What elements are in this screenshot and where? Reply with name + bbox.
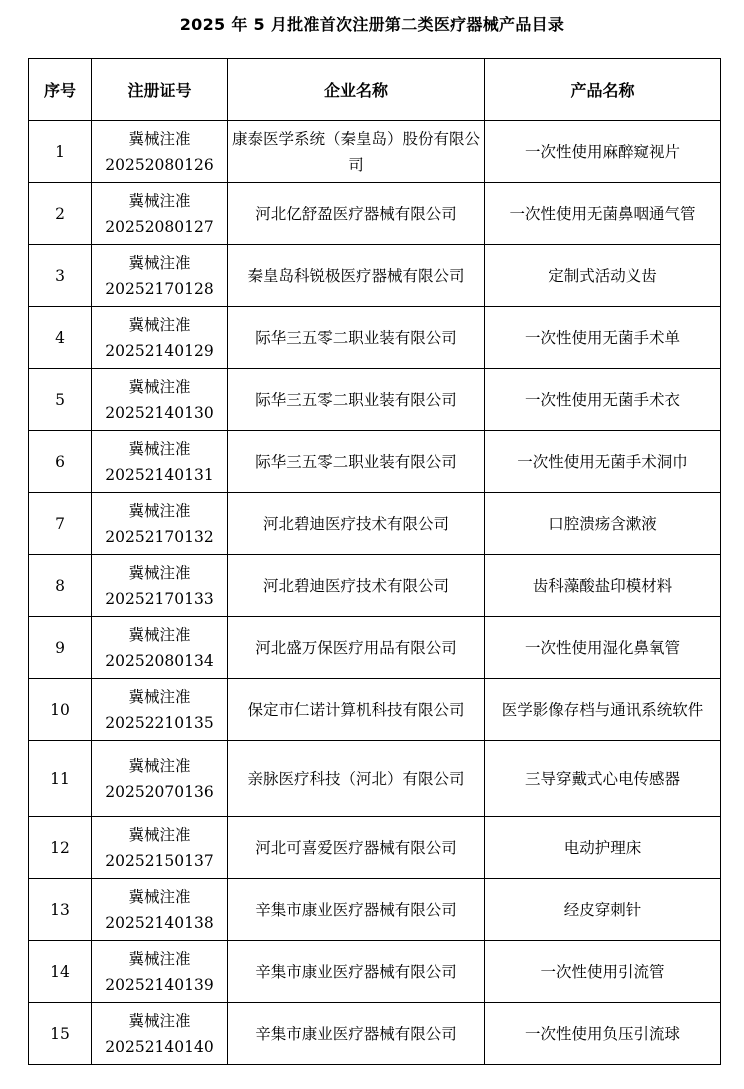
reg-prefix: 冀械注准 bbox=[128, 191, 191, 210]
reg-prefix: 冀械注准 bbox=[128, 825, 191, 844]
table-row bbox=[29, 493, 721, 555]
row-product: 一次性使用无菌鼻咽通气管 bbox=[485, 183, 721, 245]
reg-number: 20252140139 bbox=[105, 975, 214, 994]
row-product: 齿科藻酸盐印模材料 bbox=[485, 555, 721, 617]
row-product: 口腔溃疡含漱液 bbox=[485, 493, 721, 555]
row-company: 际华三五零二职业装有限公司 bbox=[228, 431, 485, 493]
product-catalog-table bbox=[28, 58, 721, 1065]
row-product: 一次性使用无菌手术衣 bbox=[485, 369, 721, 431]
reg-number: 20252140138 bbox=[105, 913, 214, 932]
table-header-row bbox=[29, 59, 721, 121]
row-index: 15 bbox=[29, 1003, 92, 1065]
header-reg-no: 注册证号 bbox=[92, 59, 228, 121]
reg-prefix: 冀械注准 bbox=[128, 129, 191, 148]
table-row bbox=[29, 1003, 721, 1065]
row-reg-no bbox=[92, 1003, 228, 1065]
row-reg-no bbox=[92, 183, 228, 245]
row-company: 秦皇岛科锐极医疗器械有限公司 bbox=[228, 245, 485, 307]
row-company: 辛集市康业医疗器械有限公司 bbox=[228, 879, 485, 941]
row-reg-no bbox=[92, 817, 228, 879]
reg-number: 20252170132 bbox=[105, 527, 214, 546]
reg-prefix: 冀械注准 bbox=[128, 687, 191, 706]
reg-number: 20252140129 bbox=[105, 341, 214, 360]
row-reg-no bbox=[92, 369, 228, 431]
reg-prefix: 冀械注准 bbox=[128, 887, 191, 906]
table-row bbox=[29, 879, 721, 941]
row-product: 电动护理床 bbox=[485, 817, 721, 879]
row-reg-no bbox=[92, 741, 228, 817]
row-index: 6 bbox=[29, 431, 92, 493]
row-index: 2 bbox=[29, 183, 92, 245]
reg-prefix: 冀械注准 bbox=[128, 439, 191, 458]
row-company: 河北碧迪医疗技术有限公司 bbox=[228, 493, 485, 555]
row-index: 3 bbox=[29, 245, 92, 307]
reg-number: 20252170133 bbox=[105, 589, 214, 608]
reg-number: 20252070136 bbox=[105, 782, 214, 801]
table-row bbox=[29, 307, 721, 369]
row-company: 际华三五零二职业装有限公司 bbox=[228, 307, 485, 369]
table-row bbox=[29, 245, 721, 307]
page-title: 2025 年 5 月批准首次注册第二类医疗器械产品目录 bbox=[179, 15, 565, 34]
header-index: 序号 bbox=[29, 59, 92, 121]
reg-number: 20252080134 bbox=[105, 651, 214, 670]
row-product: 三导穿戴式心电传感器 bbox=[485, 741, 721, 817]
header-product: 产品名称 bbox=[485, 59, 721, 121]
reg-prefix: 冀械注准 bbox=[128, 563, 191, 582]
row-reg-no bbox=[92, 617, 228, 679]
reg-number: 20252080127 bbox=[105, 217, 214, 236]
row-company: 亲脉医疗科技（河北）有限公司 bbox=[228, 741, 485, 817]
row-company: 辛集市康业医疗器械有限公司 bbox=[228, 1003, 485, 1065]
table-row bbox=[29, 369, 721, 431]
row-product: 一次性使用湿化鼻氧管 bbox=[485, 617, 721, 679]
row-reg-no bbox=[92, 941, 228, 1003]
row-reg-no bbox=[92, 555, 228, 617]
row-reg-no bbox=[92, 679, 228, 741]
row-index: 8 bbox=[29, 555, 92, 617]
reg-prefix: 冀械注准 bbox=[128, 501, 191, 520]
header-company: 企业名称 bbox=[228, 59, 485, 121]
reg-number: 20252140130 bbox=[105, 403, 214, 422]
row-company: 河北碧迪医疗技术有限公司 bbox=[228, 555, 485, 617]
row-company: 际华三五零二职业装有限公司 bbox=[228, 369, 485, 431]
reg-prefix: 冀械注准 bbox=[128, 949, 191, 968]
reg-prefix: 冀械注准 bbox=[128, 253, 191, 272]
row-reg-no bbox=[92, 245, 228, 307]
row-product: 医学影像存档与通讯系统软件 bbox=[485, 679, 721, 741]
row-company: 辛集市康业医疗器械有限公司 bbox=[228, 941, 485, 1003]
reg-prefix: 冀械注准 bbox=[128, 377, 191, 396]
reg-number: 20252170128 bbox=[105, 279, 214, 298]
row-product: 经皮穿刺针 bbox=[485, 879, 721, 941]
reg-number: 20252150137 bbox=[105, 851, 214, 870]
row-company: 康泰医学系统（秦皇岛）股份有限公司 bbox=[228, 121, 485, 183]
row-product: 一次性使用麻醉窥视片 bbox=[485, 121, 721, 183]
row-product: 一次性使用引流管 bbox=[485, 941, 721, 1003]
row-company: 河北盛万保医疗用品有限公司 bbox=[228, 617, 485, 679]
table-row bbox=[29, 741, 721, 817]
row-index: 7 bbox=[29, 493, 92, 555]
row-index: 4 bbox=[29, 307, 92, 369]
row-product: 一次性使用无菌手术单 bbox=[485, 307, 721, 369]
reg-prefix: 冀械注准 bbox=[128, 625, 191, 644]
row-index: 14 bbox=[29, 941, 92, 1003]
row-index: 9 bbox=[29, 617, 92, 679]
row-product: 一次性使用无菌手术洞巾 bbox=[485, 431, 721, 493]
row-index: 13 bbox=[29, 879, 92, 941]
row-company: 河北可喜爱医疗器械有限公司 bbox=[228, 817, 485, 879]
row-company: 河北亿舒盈医疗器械有限公司 bbox=[228, 183, 485, 245]
row-reg-no bbox=[92, 121, 228, 183]
row-reg-no bbox=[92, 431, 228, 493]
row-reg-no bbox=[92, 307, 228, 369]
row-index: 10 bbox=[29, 679, 92, 741]
row-product: 一次性使用负压引流球 bbox=[485, 1003, 721, 1065]
row-reg-no bbox=[92, 493, 228, 555]
row-index: 11 bbox=[29, 741, 92, 817]
reg-prefix: 冀械注准 bbox=[128, 315, 191, 334]
reg-number: 20252140140 bbox=[105, 1037, 214, 1056]
row-index: 12 bbox=[29, 817, 92, 879]
table-row bbox=[29, 817, 721, 879]
table-row bbox=[29, 183, 721, 245]
row-company: 保定市仁诺计算机科技有限公司 bbox=[228, 679, 485, 741]
table-row bbox=[29, 431, 721, 493]
reg-number: 20252140131 bbox=[105, 465, 214, 484]
table-row bbox=[29, 679, 721, 741]
row-index: 5 bbox=[29, 369, 92, 431]
table-row bbox=[29, 941, 721, 1003]
reg-number: 20252210135 bbox=[105, 713, 214, 732]
table-row bbox=[29, 121, 721, 183]
table-row bbox=[29, 617, 721, 679]
row-index: 1 bbox=[29, 121, 92, 183]
row-reg-no bbox=[92, 879, 228, 941]
reg-prefix: 冀械注准 bbox=[128, 1011, 191, 1030]
reg-number: 20252080126 bbox=[105, 155, 214, 174]
row-product: 定制式活动义齿 bbox=[485, 245, 721, 307]
reg-prefix: 冀械注准 bbox=[128, 756, 191, 775]
table-row bbox=[29, 555, 721, 617]
